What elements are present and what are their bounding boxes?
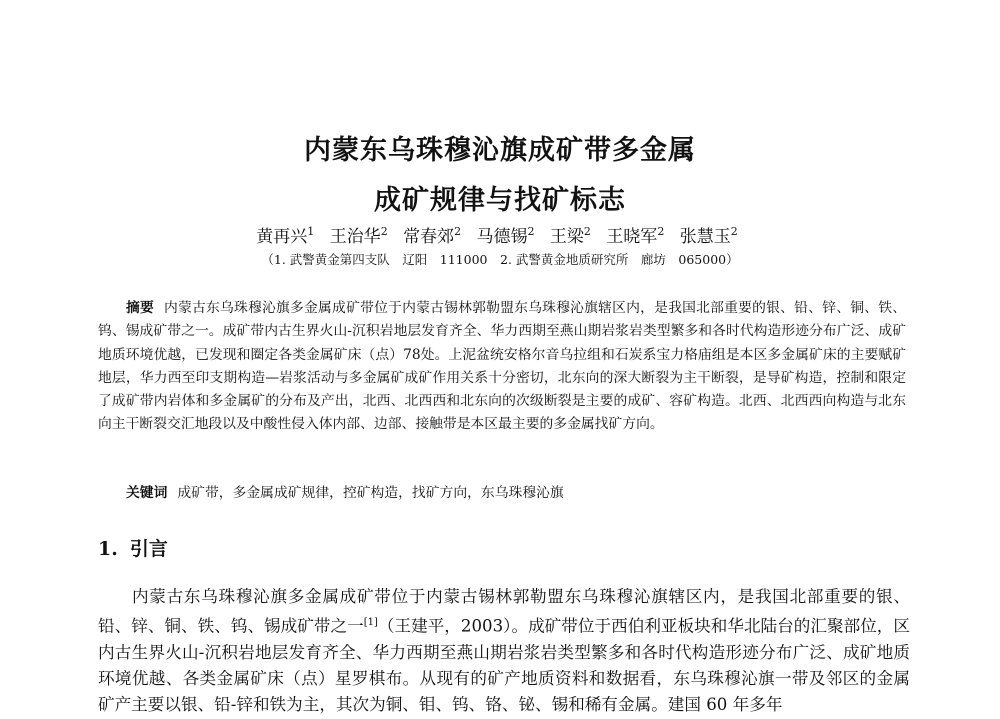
abstract	[98, 297, 906, 437]
citation-ref: [1]	[363, 617, 378, 629]
author-list	[0, 222, 1000, 247]
body-paragraph	[98, 584, 910, 719]
author-affiliation-mark: 1	[307, 225, 315, 239]
author-name: 张慧玉	[679, 227, 731, 247]
author-affiliation-mark: 2	[380, 225, 388, 239]
body-text-part-2: （王建平，2003）。成矿带位于西伯利亚板块和华北陆台的汇聚部位，区内古生界火山-沉积岩地层发育齐全、华力西期至燕山期岩浆岩类型繁多和各时代构造形迹分布广泛、成矿地质环境优越、各类金属矿床（点）星罗棋布。从现有的矿产地质资料和数据看，东乌珠穆沁旗一带及邻区的金属矿产主要以银、铅-锌和铁为主，其次为铜、钼、钨、铬、铋、锡和稀有金属。建国 60 年多年	[98, 616, 910, 715]
paper-title-line-1: 内蒙东乌珠穆沁旗成矿带多金属	[304, 135, 696, 166]
keywords-label: 关键词	[126, 485, 168, 501]
author-affiliation-mark: 2	[527, 225, 535, 239]
keywords-text: 成矿带，多金属成矿规律，控矿构造，找矿方向，东乌珠穆沁旗	[177, 485, 564, 501]
author-name: 黄再兴	[256, 227, 308, 247]
author-affiliation-mark: 2	[454, 225, 462, 239]
paper-title-line-2: 成矿规律与找矿标志	[374, 185, 626, 216]
author-name: 常春郊	[403, 227, 455, 247]
section-title: 引言	[129, 538, 168, 560]
author-affiliation-mark: 2	[730, 225, 738, 239]
author-name: 王梁	[549, 227, 584, 247]
section-heading-introduction	[98, 534, 168, 561]
section-number: 1.	[98, 538, 118, 560]
body-text-part-1: 内蒙古东乌珠穆沁旗多金属成矿带位于内蒙古锡林郭勒盟东乌珠穆沁旗辖区内，是我国北部重要的银、铅、锌、铜、铁、钨、锡成矿带之一	[98, 587, 910, 636]
author-name: 王晓军	[606, 227, 658, 247]
author-name: 王治华	[329, 227, 381, 247]
author-affiliation-mark: 2	[657, 225, 665, 239]
author-name: 马德锡	[476, 227, 528, 247]
keywords	[126, 483, 906, 503]
affiliations: （1. 武警黄金第四支队 辽阳 111000 2. 武警黄金地质研究所 廊坊 065000）	[261, 252, 739, 267]
abstract-label: 摘要	[126, 300, 155, 316]
author-affiliation-mark: 2	[583, 225, 591, 239]
abstract-text: 内蒙古东乌珠穆沁旗多金属成矿带位于内蒙古锡林郭勒盟东乌珠穆沁旗辖区内，是我国北部重要的银、铅、锌、铜、铁、钨、锡成矿带之一。成矿带内古生界火山-沉积岩地层发育齐全、华力西期至燕山期岩浆岩类型繁多和各时代构造形迹分布广泛、成矿地质环境优越，已发现和圈定各类金属矿床（点）78处。上泥盆统安格尔音乌拉组和石炭系宝力格庙组是本区多金属矿床的主要赋矿地层，华力西至印支期构造—岩浆活动与多金属矿成矿作用关系十分密切，北东向的深大断裂为主干断裂，是导矿构造，控制和限定了成矿带内岩体和多金属矿的分布及产出，北西、北西西和北东向的次级断裂是主要的成矿、容矿构造。北西、北西西向构造与北东向主干断裂交汇地段以及中酸性侵入体内部、边部、接触带是本区最主要的多金属找矿方向。	[98, 300, 907, 433]
